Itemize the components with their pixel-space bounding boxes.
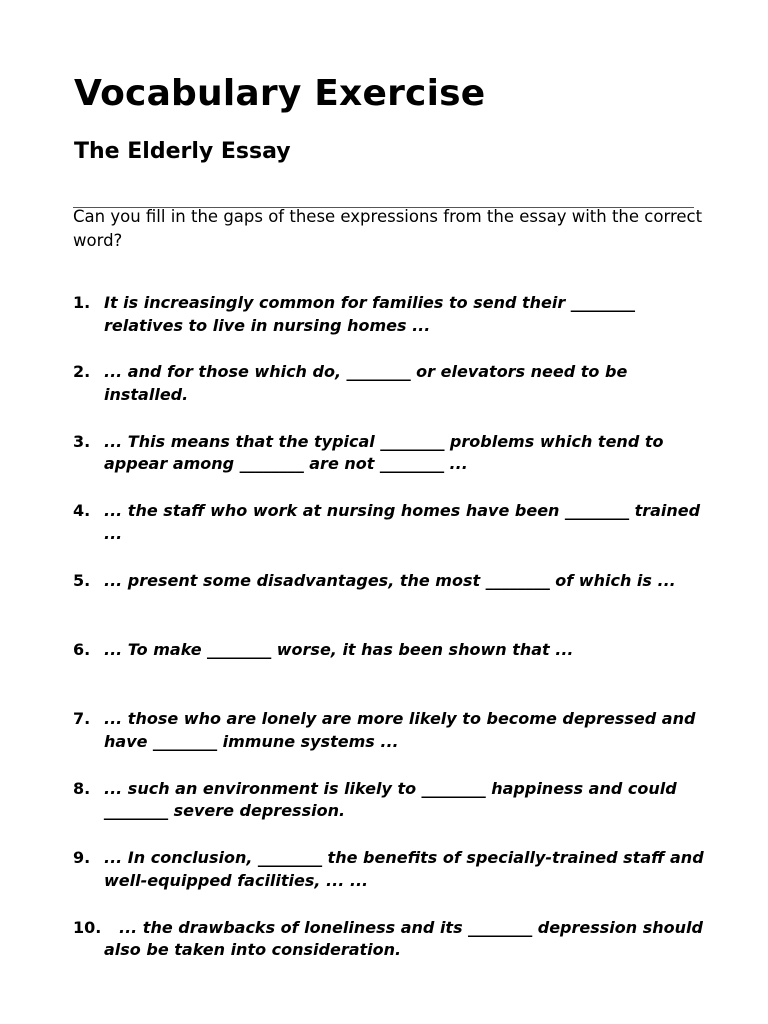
exercise-item — [73, 431, 713, 500]
item-text: ... such an environment is likely to ________ happiness and could ________ severe depression. — [104, 778, 677, 821]
item-number: 2. — [73, 362, 91, 382]
item-text: ... In conclusion, ________ the benefits of specially-trained staff and well-equipped facilities, ... ... — [104, 848, 704, 890]
item-number: 5. — [73, 570, 91, 590]
item-text: ... present some disadvantages, the most ________ of which is ... — [104, 570, 676, 590]
exercise-item — [73, 847, 713, 916]
item-text: ... the staff who work at nursing homes have been ________ trained ... — [104, 501, 701, 543]
instructions-text: Can you fill in the gaps of these expressions from the essay with the correct word? — [73, 207, 703, 250]
exercise-list — [73, 292, 713, 986]
item-text: ... the drawbacks of loneliness and its ________ depression should also be taken into consideration. — [104, 917, 703, 960]
item-number: 8. — [73, 778, 91, 798]
exercise-item — [73, 708, 713, 777]
page-subtitle: The Elderly Essay — [74, 139, 291, 164]
item-text: ... and for those which do, ________ or elevators need to be installed. — [104, 362, 628, 404]
item-text: It is increasingly common for families to send their ________ relatives to live in nursing homes ... — [104, 293, 635, 335]
item-number: 7. — [73, 709, 91, 729]
item-number: 4. — [73, 501, 91, 521]
item-number: 1. — [73, 293, 91, 312]
item-number: 3. — [73, 431, 91, 451]
item-text: ... To make ________ worse, it has been shown that ... — [104, 639, 574, 659]
exercise-item — [73, 292, 713, 361]
exercise-item — [73, 570, 713, 639]
exercise-item — [73, 361, 713, 430]
page-title: Vocabulary Exercise — [74, 73, 486, 114]
exercise-item — [73, 639, 713, 708]
exercise-item — [73, 778, 713, 847]
exercise-item — [73, 500, 713, 569]
item-number: 9. — [73, 848, 91, 868]
item-number: 6. — [73, 639, 91, 659]
item-text: ... This means that the typical ________ problems which tend to appear among ________ are not ________ ... — [104, 431, 664, 474]
item-text: ... those who are lonely are more likely to become depressed and have ________ immune systems ... — [104, 709, 696, 751]
item-number: 10. — [73, 917, 102, 937]
exercise-item — [73, 917, 713, 986]
